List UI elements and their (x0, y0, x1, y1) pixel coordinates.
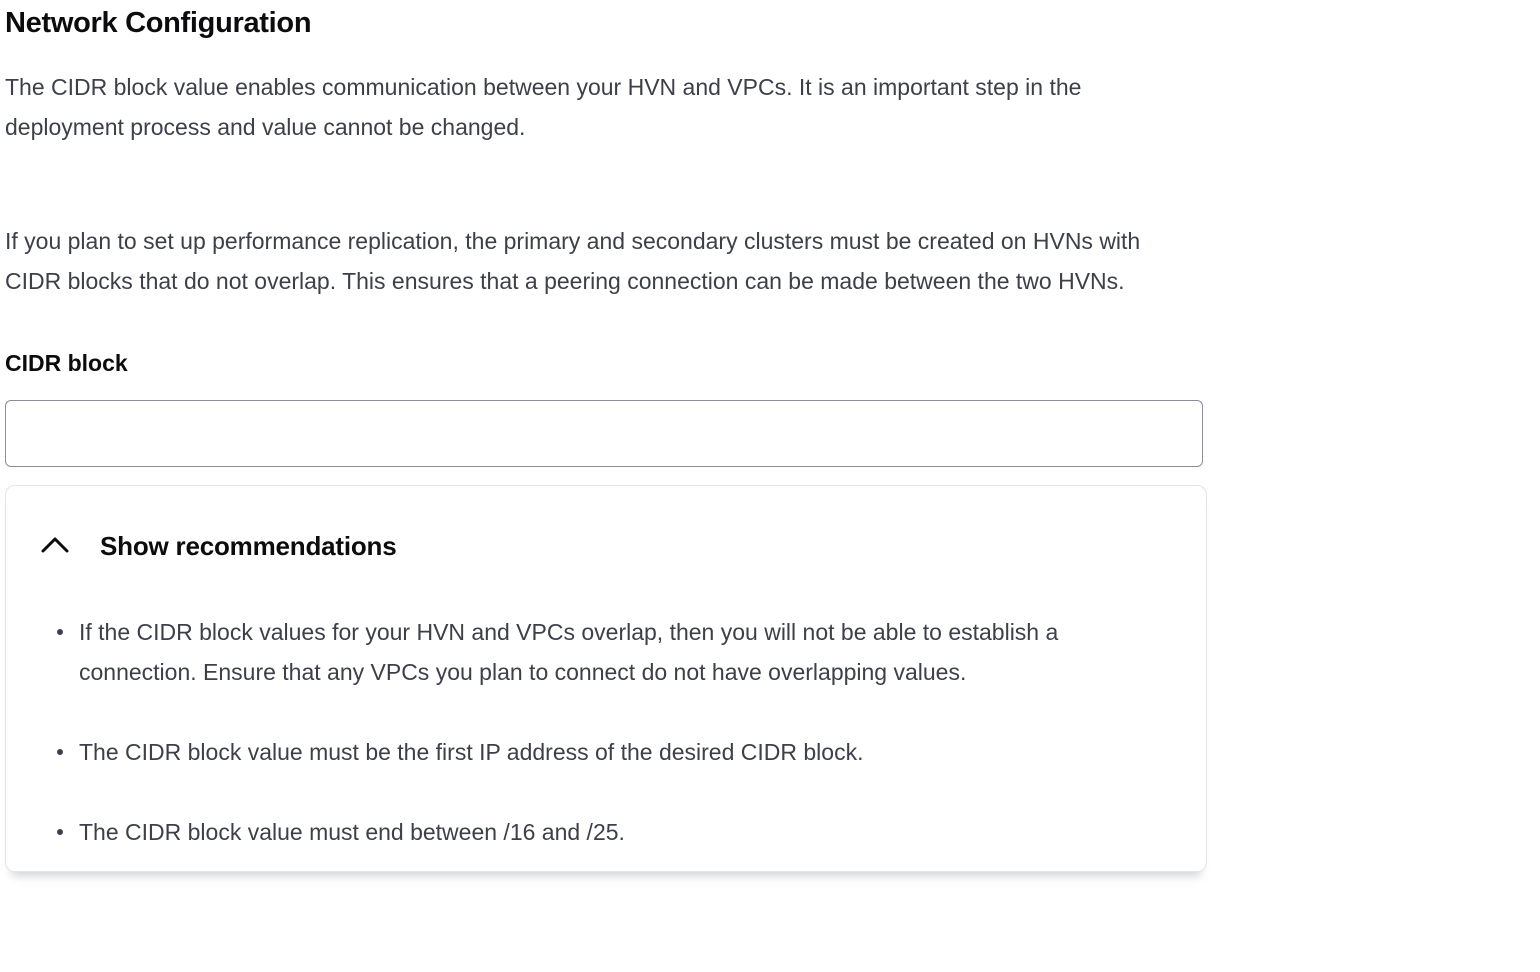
cidr-block-label: CIDR block (5, 350, 128, 376)
cidr-block-input[interactable] (5, 400, 1203, 467)
recommendations-card (5, 485, 1207, 872)
cidr-intro-paragraph: The CIDR block value enables communication between your HVN and VPCs. It is an important step in the deployment process and value cannot be changed. (5, 74, 1082, 140)
recommendations-list (6, 612, 1166, 852)
replication-intro-paragraph: If you plan to set up performance replication, the primary and secondary clusters must be created on HVNs with CIDR blocks that do not overlap. This ensures that a peering connection can be made between the two HVNs. (5, 228, 1141, 294)
recommendation-item-overlap: If the CIDR block values for your HVN and VPCs overlap, then you will not be able to establish a connection. Ensure that any VPCs you plan to connect do not have overlapping values. (6, 612, 1156, 692)
page-title: Network Configuration (5, 7, 312, 39)
show-recommendations-label: Show recommendations (100, 531, 397, 561)
recommendation-item-range: The CIDR block value must end between /16 and /25. (6, 812, 1156, 852)
show-recommendations-toggle[interactable] (6, 530, 397, 562)
recommendation-item-first-ip: The CIDR block value must be the first IP address of the desired CIDR block. (6, 732, 1156, 772)
chevron-up-icon (39, 532, 71, 560)
